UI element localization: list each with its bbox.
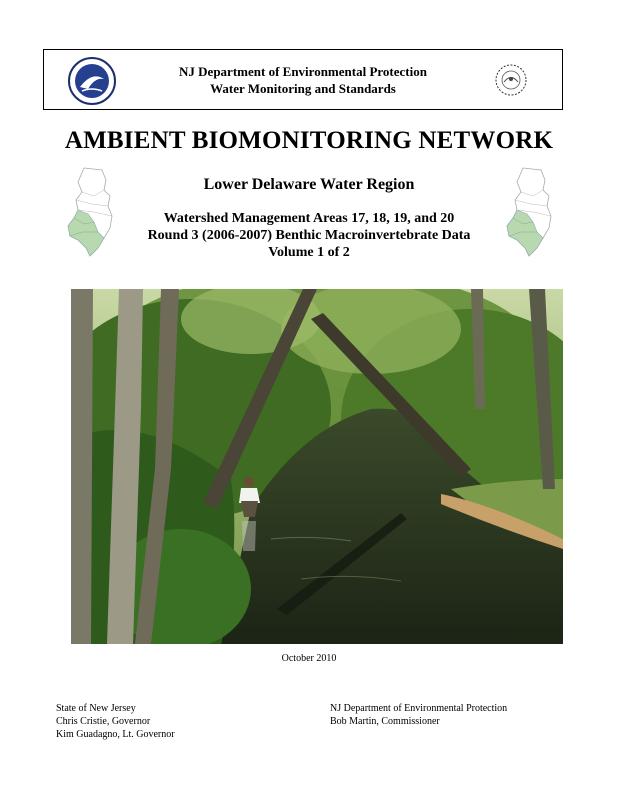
footer-lt-governor: Kim Guadagno, Lt. Governor <box>56 729 175 740</box>
footer-agency: NJ Department of Environmental Protection <box>330 703 508 714</box>
page-title: AMBIENT BIOMONITORING NETWORK <box>64 127 554 154</box>
footer-state-info <box>56 702 175 741</box>
footer-agency-info <box>330 702 507 728</box>
header-box <box>43 49 563 110</box>
nj-region-map-icon <box>64 166 119 258</box>
footer-state: State of New Jersey <box>56 703 136 714</box>
header-line2: Water Monitoring and Standards <box>210 81 396 96</box>
header-line1: NJ Department of Environmental Protection <box>179 64 427 79</box>
publication-date: October 2010 <box>281 653 337 664</box>
watershed-areas-line: Watershed Management Areas 17, 18, 19, and 20 <box>163 211 455 226</box>
nj-region-map-icon <box>503 166 558 258</box>
volume-line: Volume 1 of 2 <box>268 245 350 260</box>
footer-commissioner: Bob Martin, Commissioner <box>330 716 440 727</box>
round-data-line: Round 3 (2006-2007) Benthic Macroinvertebrate Data <box>147 228 471 243</box>
region-subtitle: Lower Delaware Water Region <box>203 176 415 193</box>
nj-seal-icon <box>493 62 529 98</box>
footer-governor: Chris Cristie, Governor <box>56 716 151 727</box>
stream-sampling-photo <box>71 289 563 644</box>
